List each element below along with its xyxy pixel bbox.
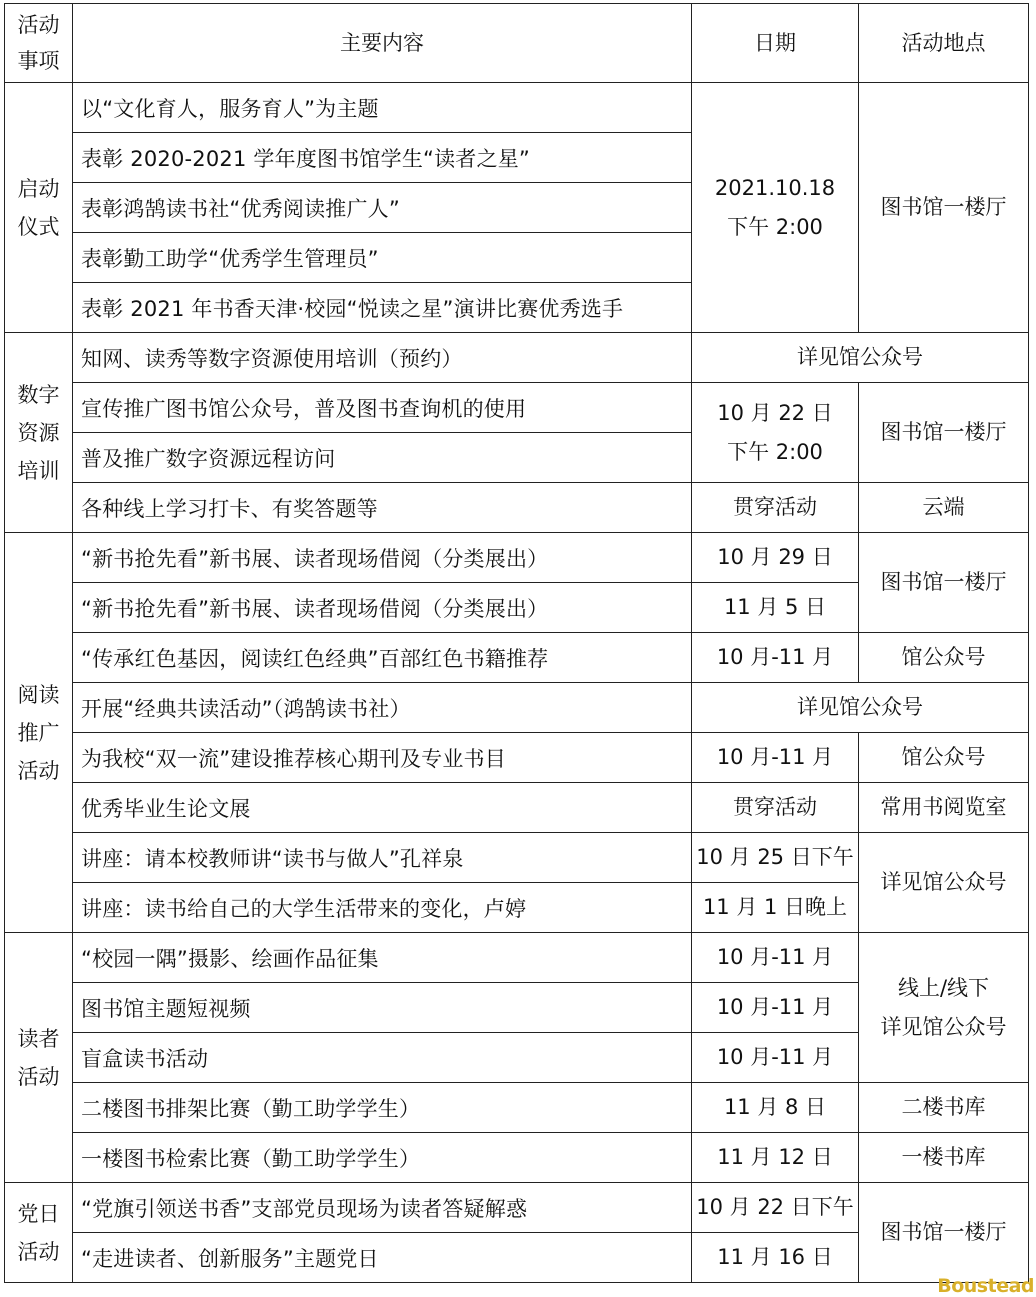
row-date: 10 月 29 日: [692, 533, 859, 583]
launch-date-line-1: 2021.10.18: [714, 175, 836, 200]
newbooks-place: 图书馆一楼厅: [859, 533, 1029, 633]
table-row: [5, 633, 1029, 683]
row-place: 二楼书库: [859, 1083, 1029, 1133]
launch-place: 图书馆一楼厅: [859, 83, 1029, 333]
row-date: 11 月 1 日晚上: [692, 883, 859, 933]
row-date: 11 月 8 日: [692, 1083, 859, 1133]
table-row: [5, 533, 1029, 583]
category-launch: 启动仪式: [5, 83, 73, 333]
header-row: [5, 4, 1029, 83]
row-content: 表彰 2021 年书香天津·校园“悦读之星”演讲比赛优秀选手: [73, 283, 692, 333]
row-content: 表彰勤工助学“优秀学生管理员”: [73, 233, 692, 283]
row-content: “走进读者、创新服务”主题党日: [73, 1233, 692, 1283]
row-content: 以“文化育人，服务育人”为主题: [73, 83, 692, 133]
digital-training-date-place: 详见馆公众号: [692, 333, 1029, 383]
reader-place-cell: [859, 933, 1029, 1083]
row-content: 普及推广数字资源远程访问: [73, 433, 692, 483]
row-date: 11 月 12 日: [692, 1133, 859, 1183]
table-row: [5, 833, 1029, 883]
row-content: 宣传推广图书馆公众号，普及图书查询机的使用: [73, 383, 692, 433]
header-date: 日期: [692, 4, 859, 83]
row-date: 10 月-11 月: [692, 633, 859, 683]
row-place: 常用书阅览室: [859, 783, 1029, 833]
table-row: [5, 733, 1029, 783]
category-digital: 数字资源培训: [5, 333, 73, 533]
digital-date-line-2: 下午 2:00: [727, 439, 823, 464]
row-content: 表彰 2020-2021 学年度图书馆学生“读者之星”: [73, 133, 692, 183]
row-date: 10 月-11 月: [692, 1033, 859, 1083]
row-content: 开展“经典共读活动”（鸿鹄读书社）: [73, 683, 692, 733]
digital-date-line-1: 10 月 22 日: [717, 400, 833, 425]
row-content: 一楼图书检索比赛（勤工助学学生）: [73, 1133, 692, 1183]
row-content: “新书抢先看”新书展、读者现场借阅（分类展出）: [73, 533, 692, 583]
row-date: 11 月 16 日: [692, 1233, 859, 1283]
row-date: 10 月 22 日下午: [692, 1183, 859, 1233]
row-place: 一楼书库: [859, 1133, 1029, 1183]
party-place: 图书馆一楼厅: [859, 1183, 1029, 1283]
row-content: 为我校“双一流”建设推荐核心期刊及专业书目: [73, 733, 692, 783]
row-content: 优秀毕业生论文展: [73, 783, 692, 833]
digital-place: 图书馆一楼厅: [859, 383, 1029, 483]
boustead-watermark: Boustead: [937, 1275, 1034, 1297]
row-content: “新书抢先看”新书展、读者现场借阅（分类展出）: [73, 583, 692, 633]
table-row: [5, 683, 1029, 733]
table-row: [5, 483, 1029, 533]
table-row: [5, 1133, 1029, 1183]
header-category: 活动事项: [5, 4, 73, 83]
row-date: 10 月 25 日下午: [692, 833, 859, 883]
row-content: 知网、读秀等数字资源使用培训（预约）: [73, 333, 692, 383]
row-content: 讲座：读书给自己的大学生活带来的变化，卢婷: [73, 883, 692, 933]
category-reading: 阅读推广活动: [5, 533, 73, 933]
row-place: 馆公众号: [859, 733, 1029, 783]
table-row: [5, 1183, 1029, 1233]
launch-date-line-2: 下午 2:00: [727, 214, 823, 239]
row-content: “校园一隅”摄影、绘画作品征集: [73, 933, 692, 983]
row-date: 10 月-11 月: [692, 983, 859, 1033]
table-row: [5, 783, 1029, 833]
row-content: 讲座：请本校教师讲“读书与做人”孔祥泉: [73, 833, 692, 883]
row-content: 各种线上学习打卡、有奖答题等: [73, 483, 692, 533]
reader-place-line-1: 线上/线下: [897, 975, 990, 1000]
launch-date-cell: [692, 83, 859, 333]
category-reader: 读者活动: [5, 933, 73, 1183]
reader-place-line-2: 详见馆公众号: [880, 1014, 1007, 1039]
row-place: 云端: [859, 483, 1029, 533]
lecture-place: 详见馆公众号: [859, 833, 1029, 933]
table-row: [5, 83, 1029, 133]
row-content: “党旗引领送书香”支部党员现场为读者答疑解惑: [73, 1183, 692, 1233]
row-content: “传承红色基因，阅读红色经典”百部红色书籍推荐: [73, 633, 692, 683]
row-content: 二楼图书排架比赛（勤工助学学生）: [73, 1083, 692, 1133]
row-content: 图书馆主题短视频: [73, 983, 692, 1033]
header-content: 主要内容: [73, 4, 692, 83]
table-row: [5, 383, 1029, 433]
header-place: 活动地点: [859, 4, 1029, 83]
digital-date-cell: [692, 383, 859, 483]
table-row: [5, 333, 1029, 383]
row-date: 10 月-11 月: [692, 933, 859, 983]
row-place: 馆公众号: [859, 633, 1029, 683]
table-row: [5, 933, 1029, 983]
row-content: 表彰鸿鹄读书社“优秀阅读推广人”: [73, 183, 692, 233]
row-date: 11 月 5 日: [692, 583, 859, 633]
classic-reading-date-place: 详见馆公众号: [692, 683, 1029, 733]
row-date: 贯穿活动: [692, 783, 859, 833]
category-party: 党日活动: [5, 1183, 73, 1283]
row-content: 盲盒读书活动: [73, 1033, 692, 1083]
row-date: 10 月-11 月: [692, 733, 859, 783]
row-date: 贯穿活动: [692, 483, 859, 533]
table-row: [5, 1083, 1029, 1133]
activity-schedule-table: [4, 3, 1029, 1283]
